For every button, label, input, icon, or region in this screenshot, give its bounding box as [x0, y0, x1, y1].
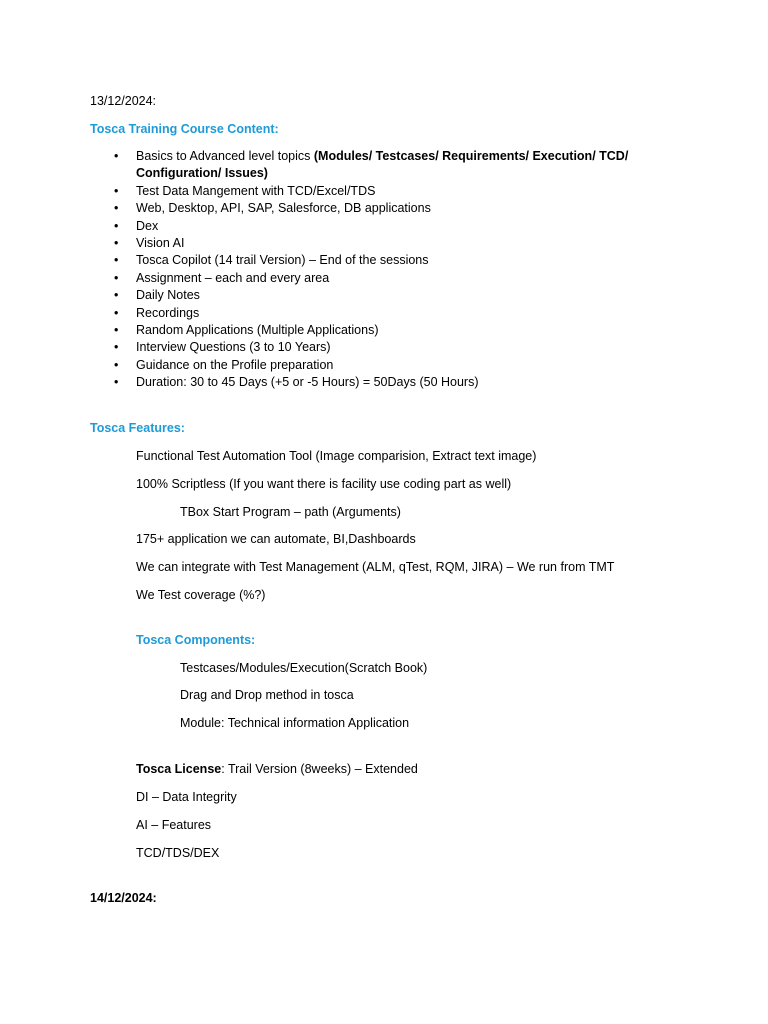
bullet-icon: •	[114, 375, 119, 390]
list-item	[0, 287, 696, 304]
date-heading-1: 13/12/2024:	[90, 94, 157, 108]
list-item	[0, 305, 696, 322]
ai-features-line: AI – Features	[136, 818, 212, 832]
bullet-icon: •	[114, 288, 119, 303]
bullet-icon: •	[114, 236, 119, 251]
bullet-icon: •	[114, 323, 119, 338]
date-heading-2: 14/12/2024:	[90, 891, 157, 905]
list-item	[0, 339, 696, 356]
course-content-heading: Tosca Training Course Content:	[90, 122, 279, 136]
list-item-text: Vision AI	[136, 236, 185, 251]
bullet-icon: •	[114, 253, 119, 268]
list-item-text: Basics to Advanced level topics	[136, 149, 314, 163]
feature-line-3: TBox Start Program – path (Arguments)	[180, 505, 401, 519]
list-item	[0, 200, 696, 217]
list-item	[0, 148, 696, 183]
feature-line-6: We Test coverage (%?)	[136, 588, 266, 602]
list-item-text: Assignment – each and every area	[136, 270, 330, 285]
list-item	[0, 270, 696, 287]
feature-line-5: We can integrate with Test Management (ALM, qTest, RQM, JIRA) – We run from TMT	[136, 560, 615, 574]
list-item	[0, 322, 696, 339]
bullet-icon: •	[114, 149, 119, 163]
tosca-license-text: : Trail Version (8weeks) – Extended	[221, 762, 418, 776]
list-item-text: Recordings	[136, 305, 200, 320]
tcd-tds-dex-line: TCD/TDS/DEX	[136, 846, 220, 860]
list-item	[0, 374, 696, 391]
list-item-text: Daily Notes	[136, 288, 200, 303]
bullet-icon: •	[114, 218, 119, 233]
tosca-license-label: Tosca License	[136, 762, 222, 776]
bullet-icon: •	[114, 357, 119, 372]
list-item	[0, 357, 696, 374]
course-content-list	[0, 148, 696, 392]
list-item-text: Tosca Copilot (14 trail Version) – End of the sessions	[136, 253, 429, 268]
bullet-icon: •	[114, 183, 119, 198]
component-line-3: Module: Technical information Application	[180, 716, 410, 730]
bullet-icon: •	[114, 201, 119, 216]
data-integrity-line: DI – Data Integrity	[136, 790, 237, 804]
list-item	[0, 252, 696, 269]
list-item-text: Dex	[136, 218, 159, 233]
list-item-text: Random Applications (Multiple Applications)	[136, 323, 379, 338]
list-item	[0, 183, 696, 200]
list-item-text: Test Data Mangement with TCD/Excel/TDS	[136, 183, 376, 198]
bullet-icon: •	[114, 340, 119, 355]
feature-line-1: Functional Test Automation Tool (Image comparision, Extract text image)	[136, 449, 537, 463]
tosca-license-line	[136, 761, 418, 778]
list-item-text: Guidance on the Profile preparation	[136, 357, 334, 372]
bullet-icon: •	[114, 270, 119, 285]
tosca-features-heading: Tosca Features:	[90, 421, 185, 435]
list-item-text: Web, Desktop, API, SAP, Salesforce, DB applications	[136, 201, 431, 216]
feature-line-4: 175+ application we can automate, BI,Dashboards	[136, 532, 416, 546]
component-line-1: Testcases/Modules/Execution(Scratch Book)	[180, 661, 428, 675]
list-item-bold-text: (Modules/ Testcases/ Requirements/ Execution/ TCD/ Configuration/ Issues)	[136, 149, 629, 181]
list-item-text: Duration: 30 to 45 Days (+5 or -5 Hours) = 50Days (50 Hours)	[136, 375, 479, 390]
component-line-2: Drag and Drop method in tosca	[180, 688, 354, 702]
tosca-components-heading: Tosca Components:	[136, 633, 256, 647]
list-item	[0, 235, 696, 252]
feature-line-2: 100% Scriptless (If you want there is facility use coding part as well)	[136, 477, 512, 491]
bullet-icon: •	[114, 305, 119, 320]
list-item	[0, 218, 696, 235]
list-item-text: Interview Questions (3 to 10 Years)	[136, 340, 331, 355]
